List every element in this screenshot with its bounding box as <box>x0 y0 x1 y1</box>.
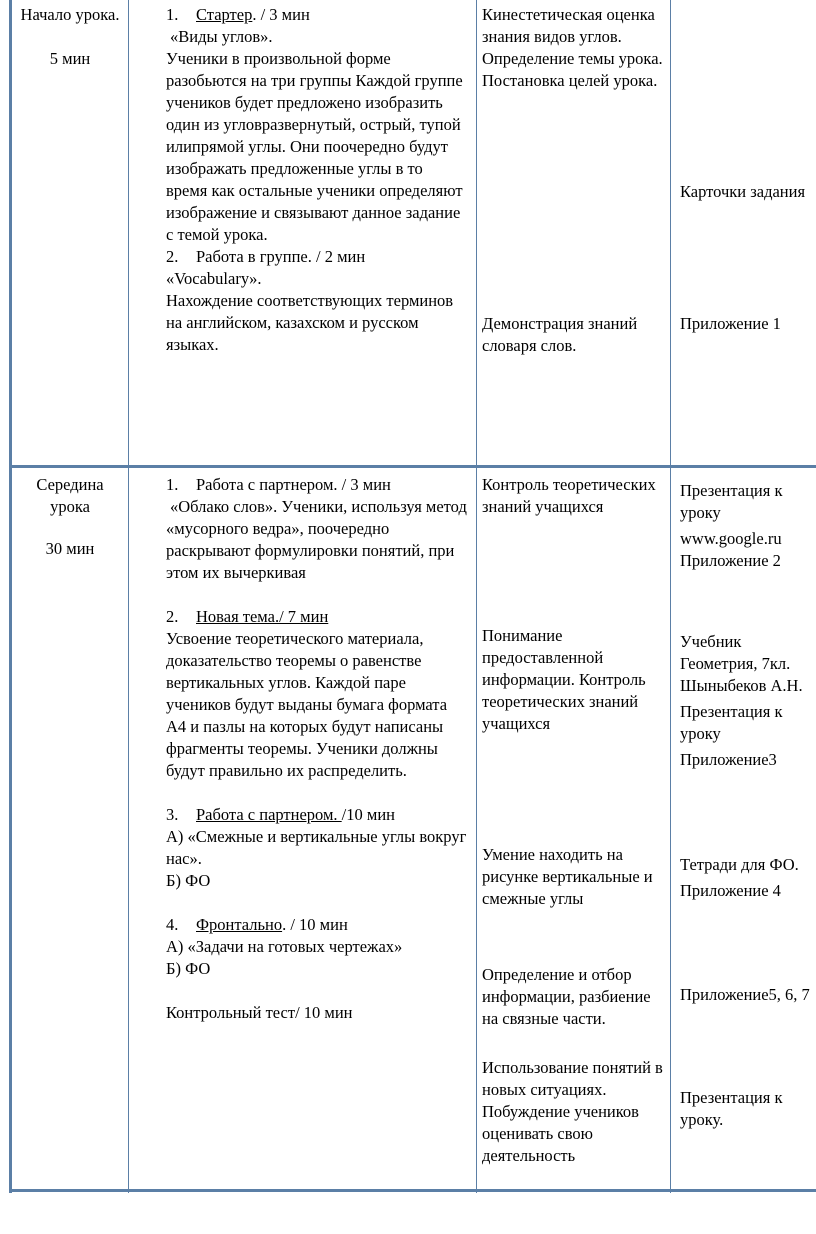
resource-appendix-4: Приложение 4 <box>680 881 781 900</box>
goal-5-cell <box>482 1057 666 1167</box>
stage-title: Начало урока. <box>20 5 120 24</box>
goal-5: Использование понятий в новых ситуациях. Побуждение учеников оценивать свою деятельность <box>482 1058 663 1165</box>
table-border-left <box>9 0 12 1193</box>
stage-cell-start <box>20 4 120 70</box>
resource-appendix-2: Приложение 2 <box>680 551 781 570</box>
stage-duration: 5 мин <box>49 49 91 68</box>
goal-1: Контроль теоретических знаний учащихся <box>482 475 656 516</box>
row-divider <box>9 465 816 468</box>
activity-2-name: «Vocabulary». <box>166 269 262 288</box>
goal-2: Демонстрация знаний словаря слов. <box>482 314 638 355</box>
resources-group-4 <box>680 984 814 1006</box>
goals-cell-start-2 <box>482 313 666 357</box>
goal-3-cell <box>482 844 666 910</box>
activity-1-heading: 1. Стартер. / 3 мин <box>166 5 310 24</box>
goal-1-cell <box>482 474 666 518</box>
activity-2-description: Усвоение теоретического материала, доказательство теоремы о равенстве вертикальных углов. Каждой паре учеников будут выданы бумага формата А4 и пазлы на которых будут написаны фрагменты теоремы. Ученики должны будут правильно их распределить. <box>166 629 448 780</box>
activity-3-heading: 3. Работа с партнером. /10 мин <box>166 805 395 824</box>
resource-notebooks: Тетради для ФО. <box>680 855 799 874</box>
activity-5: Контрольный тест/ 10 мин <box>166 1003 353 1022</box>
activity-2-heading: 2. Работа в группе. / 2 мин <box>166 247 366 266</box>
activity-4-title: Фронтально <box>196 915 283 934</box>
stage-duration: 30 мин <box>45 539 95 558</box>
goal-3: Умение находить на рисунке вертикальные и смежные углы <box>482 845 653 908</box>
activity-2-description: Нахождение соответствующих терминов на английском, казахском и русском языках. <box>166 291 454 354</box>
resource-presentation-final: Презентация к уроку. <box>680 1088 783 1129</box>
activity-1-description: «Облако слов». Ученики, используя метод «мусорного ведра», поочередно раскрывают формулировки понятий, при этом их вычеркивая <box>166 497 467 582</box>
resources-group-5 <box>680 1087 814 1131</box>
activity-2-heading: 2. Новая тема./ 7 мин <box>166 607 329 626</box>
resource-1 <box>680 181 812 203</box>
goal-2-cell <box>482 625 666 735</box>
goals-cell-start <box>482 4 666 92</box>
resource-cards: Карточки задания <box>680 182 806 201</box>
goal-4-cell <box>482 964 666 1030</box>
activity-2-title: Новая тема./ 7 мин <box>196 607 329 626</box>
resources-group-2 <box>680 631 814 771</box>
goal-4: Определение и отбор информации, разбиение на связные части. <box>482 965 651 1028</box>
activities-cell-middle <box>166 474 468 1024</box>
stage-cell-middle <box>20 474 120 560</box>
activity-1-title: Стартер <box>196 5 253 24</box>
activity-1-name: «Виды углов». <box>170 27 273 46</box>
goal-2: Понимание предоставленной информации. Контроль теоретических знаний учащихся <box>482 626 646 733</box>
activity-1-description: Ученики в произвольной форме разобьются на три группы Каждой группе учеников будет предложено изобразить один из угловразвернутый, острый, тупой илипрямой углы. Они поочередно будут изображать предложенные углы в то время как остальные ученики определяют изображение и связывают данное задание с темой урока. <box>166 49 463 244</box>
activity-4-heading: 4. Фронтально. / 10 мин <box>166 915 348 934</box>
resources-group-1 <box>680 480 814 572</box>
stage-title: Середина урока <box>36 475 104 516</box>
column-divider-3 <box>670 0 671 1193</box>
resource-website: www.google.ru <box>680 529 782 548</box>
resource-presentation: Презентация к уроку <box>680 702 783 743</box>
resource-2 <box>680 313 812 335</box>
column-divider-2 <box>476 0 477 1193</box>
resource-appendix-3: Приложение3 <box>680 750 777 769</box>
activity-3-line-2: Б) ФО <box>166 871 211 890</box>
activity-1-heading: 1. Работа с партнером. / 3 мин <box>166 475 391 494</box>
activity-4-line-1: А) «Задачи на готовых чертежах» <box>166 937 403 956</box>
column-divider-1 <box>128 0 129 1193</box>
table-border-bottom <box>9 1189 816 1192</box>
resources-group-3 <box>680 854 814 902</box>
resource-appendix-1: Приложение 1 <box>680 314 781 333</box>
activity-3-line-1: А) «Смежные и вертикальные углы вокруг нас». <box>166 827 467 868</box>
resource-presentation: Презентация к уроку <box>680 481 783 522</box>
goal-1: Кинестетическая оценка знания видов углов. Определение темы урока. Постановка целей урока. <box>482 5 663 90</box>
activity-4-line-2: Б) ФО <box>166 959 211 978</box>
activities-cell-start <box>166 4 468 356</box>
resource-appendix-5-7: Приложение5, 6, 7 <box>680 985 810 1004</box>
resource-textbook: Учебник Геометрия, 7кл. Шыныбеков А.Н. <box>680 632 803 695</box>
activity-3-title: Работа с партнером. <box>196 805 342 824</box>
